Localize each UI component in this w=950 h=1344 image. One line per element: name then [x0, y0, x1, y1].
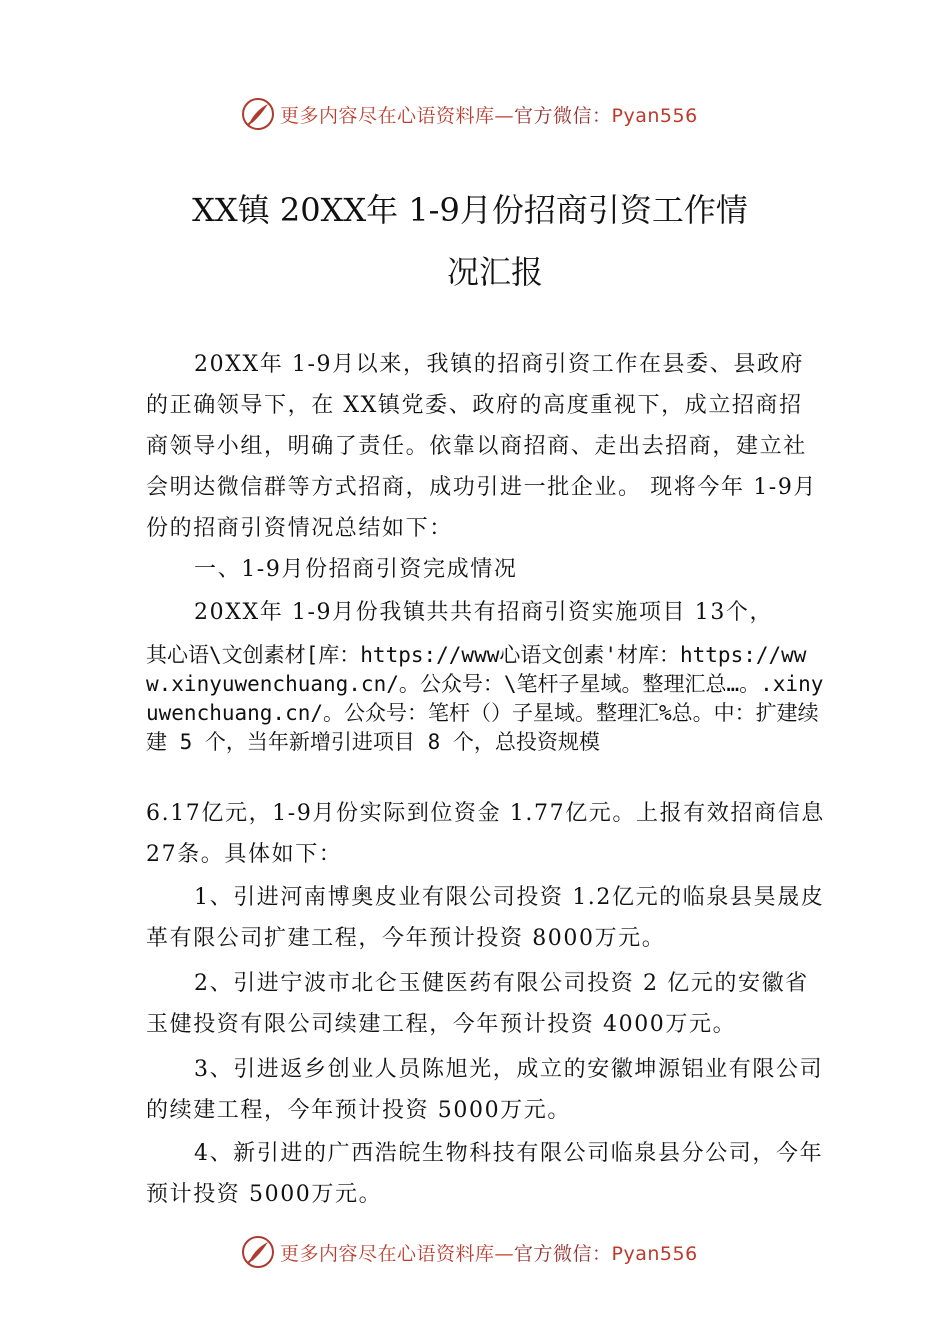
quill-circle-icon — [240, 96, 276, 132]
paragraph-projects: 20XX年 1-9月份我镇共共有招商引资实施项目 13个， — [194, 600, 774, 625]
list-item-3: 3、引进返乡创业人员陈旭光，成立的安徽坤源铝业有限公司的续建工程，今年预计投资 5000万元。 — [146, 1057, 824, 1123]
document-title-line2: 况汇报 — [446, 253, 543, 291]
banner-text: 更多内容尽在心语资料库—官方微信：Pyan556 — [280, 1242, 698, 1265]
paragraph-intro: 20XX年 1-9月以来，我镇的招商引资工作在县委、县政府的正确领导下，在 XX镇党委、政府的高度重视下，成立招商招商领导小组，明确了责任。依靠以商招商、走出去招商，建立社会明达微信群等方式招商，成功引进一批企业。 现将今年 1-9月份的招商引资情况总结如下： — [146, 352, 818, 541]
document-title-line1: XX镇 20XX年 1-9月份招商引资工作情 — [192, 191, 748, 229]
quill-circle-icon — [240, 1234, 276, 1270]
section-heading-1: 一、1-9月份招商引资完成情况 — [194, 557, 518, 582]
header-banner — [0, 94, 950, 134]
list-item-2: 2、引进宁波市北仑玉健医药有限公司投资 2 亿元的安徽省玉健投资有限公司续建工程，今年预计投资 4000万元。 — [146, 971, 809, 1037]
paragraph-investment: 6.17亿元，1-9月份实际到位资金 1.77亿元。上报有效招商信息 27条。具体如下： — [146, 801, 825, 867]
banner-text: 更多内容尽在心语资料库—官方微信：Pyan556 — [280, 104, 698, 127]
list-item-4: 4、新引进的广西浩皖生物科技有限公司临泉县分公司，今年预计投资 5000万元。 — [146, 1141, 824, 1207]
paragraph-watermark-text: 其心语\文创素材[库：https://www心语文创素'材库：https://www.xinyuwenchuang.cn/。公众号：\笔杆子星域。整理汇总…。.xinyuwenchuang.cn/。公众号：笔杆（）子星域。整理汇%总。中：扩建续建 5 个，当年新增引进项目 8 个，总投资规模 — [146, 643, 824, 754]
list-item-1: 1、引进河南博奥皮业有限公司投资 1.2亿元的临泉县昊晟皮革有限公司扩建工程，今年预计投资 8000万元。 — [146, 885, 825, 951]
footer-banner — [0, 1232, 950, 1272]
